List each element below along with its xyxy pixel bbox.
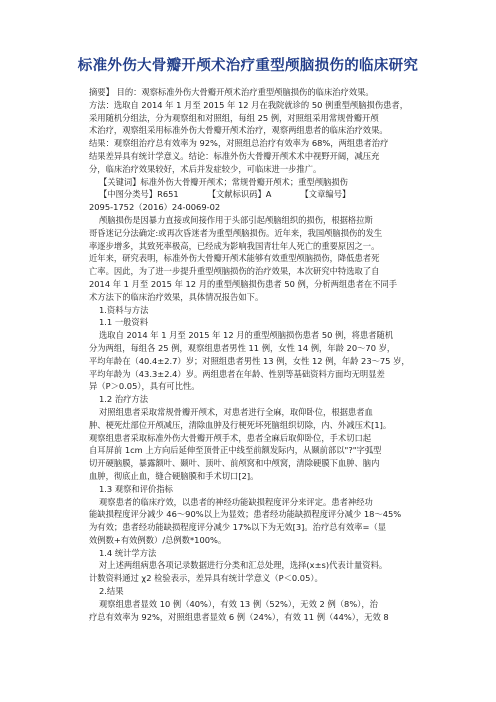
paragraph-line: 术方法下的临床治疗效果，具体情况报告如下。	[89, 291, 264, 302]
paragraph-line: 疗总有效率为 92%，对照组患者显效 6 例（24%），有效 11 例（44%），无效 8	[89, 611, 389, 622]
paragraph-line: 选取自 2014 年 1 月至 2015 年 12 月的重型颅脑损伤患者 50 例，将患者随机	[99, 330, 394, 341]
paragraph-line: 平均年龄为（43.3±2.4）岁。两组患者在年龄、性别等基础资料方面均无明显差	[89, 368, 385, 379]
subsection-heading: 1.4 统计学方法	[99, 547, 157, 558]
paragraph-line: 观察组患者显效 10 例（40%），有效 13 例（52%），无效 2 例（8%），治	[99, 598, 378, 609]
paragraph-line: 2014 年 1 月至 2015 年 12 月的重型颅脑损伤患者 50 例，分析两组患者在不同手	[89, 278, 398, 289]
subsection-heading: 1.1 一般资料	[99, 317, 149, 328]
abstract-line: 分，临床治疗效果较好，术后并发症较少，可临床进一步推广。	[89, 163, 322, 174]
abstract-line: 方法：选取自 2014 年 1 月至 2015 年 12 月在我院就诊的 50 例重型颅脑损伤患者，	[89, 99, 409, 110]
paragraph-line: 观察组患者采取标准外伤大骨瓣开颅手术，患者全麻后取仰卧位，手术切口起	[89, 432, 372, 443]
paragraph-line: 肿、梗死灶部位开颅减压，清除血肿及行梗死坏死脑组织切除，内、外减压术[1]。	[89, 419, 392, 430]
paragraph-line: 效例数+有效例数）/总例数*100%。	[89, 534, 227, 545]
paragraph-line: 能缺损程度评分减少 46～90%以上为显效；患者经功能缺损程度评分减少 18～45%	[89, 509, 402, 520]
subsection-heading: 1.2 治疗方法	[99, 394, 149, 405]
paragraph-line: 观察患者的临床疗效，以患者的神经功能缺损程度评分来评定。患者神经功	[99, 496, 373, 507]
paragraph-line: 为有效；患者经功能缺损程度评分减少 17%以下为无效[3]。治疗总有效率=（显	[89, 522, 386, 533]
classification-line: 【中图分类号】R651 【文献标识码】A 【文章编号】	[99, 189, 351, 200]
paragraph-line: 颅脑损伤是因暴力直接或间接作用于头部引起颅脑组织的损伤，根据格拉斯	[99, 214, 373, 225]
section-heading: 2.结果	[99, 586, 124, 597]
paragraph-line: 切开硬脑膜，暴露额叶、颞叶、顶叶、前颅窝和中颅窝，清除硬膜下血肿、脑内	[89, 458, 380, 469]
abstract-line: 术治疗，观察组采用标准外伤大骨瓣开颅术治疗，观察两组患者的临床治疗效果。	[89, 125, 388, 136]
paper-title: 标准外伤大骨瓣开颅术治疗重型颅脑损伤的临床研究	[77, 58, 419, 74]
paragraph-line: 平均年龄在（40.4±2.7）岁；对照组患者男性 13 例，女性 12 例，年龄 23～75 岁，	[89, 355, 410, 366]
paragraph-line: 哥昏迷记分法确定:或再次昏迷者为重型颅脑损伤。近年来，我国颅脑损伤的发生	[89, 227, 383, 238]
paragraph-line: 亡率。因此，为了进一步提升重型颅脑损伤的治疗效果，本次研究中特选取了自	[89, 266, 380, 277]
paper-body	[89, 86, 429, 623]
subsection-heading: 1.3 观察和评价指标	[99, 483, 173, 494]
article-number-line: 2095-1752（2016）24-0069-02	[89, 202, 221, 213]
paragraph-line: 计数资料通过 χ2 检验表示，差异具有统计学意义（P＜0.05）。	[89, 573, 323, 584]
paragraph-line: 异（P＞0.05），具有可比性。	[89, 381, 200, 392]
abstract-line: 结果：观察组治疗总有效率为 92%，对照组总治疗有效率为 68%，两组患者治疗	[89, 138, 389, 149]
paragraph-line: 对照组患者采取常规骨瓣开颅术，对患者进行全麻，取仰卧位，根据患者血	[99, 406, 373, 417]
abstract-line: 采用随机分组法，分为观察组和对照组，每组 25 例，对照组采用常规骨瓣开颅	[89, 112, 379, 123]
abstract-line: 摘要】 目的：观察标准外伤大骨瓣开颅术治疗重型颅脑损伤的临床治疗效果。	[89, 87, 374, 97]
paragraph-line: 血肿，彻底止血，缝合硬脑膜和手术切口[2]。	[89, 470, 259, 481]
abstract-line: 结果差异具有统计学意义。结论：标准外伤大骨瓣开颅术术中视野开阔，减压充	[89, 150, 380, 161]
paragraph-line: 对上述两组病患各项记录数据进行分类和汇总处理，选择(x±s)代表计量资料。	[99, 560, 388, 571]
keywords-line: 【关键词】标准外伤大骨瓣开颅术；常规骨瓣开颅术；重型颅脑损伤	[99, 176, 348, 187]
paragraph-line: 近年来，研究表明，标准外伤大骨瓣开颅术能够有效重型颅脑损伤，降低患者死	[89, 253, 380, 264]
paragraph-line: 率逐步增多，其致死率极高，已经成为影响我国青壮年人死亡的重要原因之一。	[89, 240, 380, 251]
section-heading: 1.资料与方法	[99, 304, 149, 315]
paragraph-line: 自耳屏前 1cm 上方向后延伸至顶骨正中线至前额发际内，从颞前部以"?"字弧型	[89, 445, 382, 456]
paragraph-line: 分为两组，每组各 25 例，观察组患者男性 11 例，女性 14 例，年龄 20～70 岁，	[89, 342, 396, 353]
